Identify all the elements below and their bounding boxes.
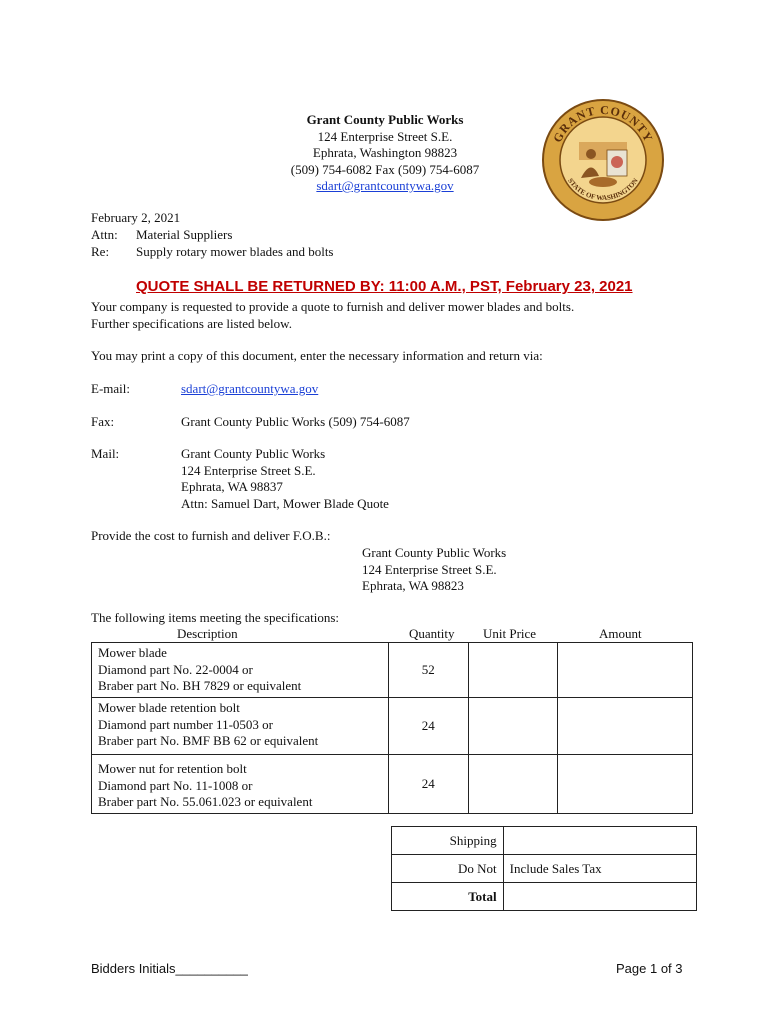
intro-line-3: You may print a copy of this document, enter the necessary information and return via: xyxy=(91,348,543,363)
email-label: E-mail: xyxy=(91,381,130,396)
total-cell[interactable] xyxy=(503,883,696,911)
fax-value: Grant County Public Works (509) 754-6087 xyxy=(181,414,410,429)
attn-value: Material Suppliers xyxy=(136,227,233,242)
mail-label: Mail: xyxy=(91,446,120,461)
letter-date: February 2, 2021 xyxy=(91,210,181,225)
fob-address xyxy=(362,545,506,595)
items-intro: The following items meeting the specifications: xyxy=(91,610,340,625)
mail-line: Attn: Samuel Dart, Mower Blade Quote xyxy=(181,495,389,511)
header-description: Description xyxy=(177,626,238,641)
header-quantity: Quantity xyxy=(409,626,455,641)
re-value: Supply rotary mower blades and bolts xyxy=(136,244,334,259)
item-quantity: 24 xyxy=(388,755,468,814)
org-email-link[interactable]: sdart@grantcountywa.gov xyxy=(316,178,454,193)
item-description: Mower nut for retention bolt Diamond part No. 11-1008 or Braber part No. 55.061.023 or equivalent xyxy=(92,755,389,814)
total-label: Total xyxy=(392,883,504,911)
items-table xyxy=(91,642,693,814)
mail-line: Ephrata, WA 98837 xyxy=(181,479,283,494)
bidders-initials: Bidders Initials__________ xyxy=(91,961,248,976)
item-quantity: 24 xyxy=(388,698,468,755)
table-row xyxy=(392,827,697,855)
shipping-cell[interactable] xyxy=(503,827,696,855)
seal-top-text: GRANT COUNTY xyxy=(550,102,656,145)
intro-line-2: Further specifications are listed below. xyxy=(91,316,292,331)
org-name: Grant County Public Works xyxy=(306,112,464,127)
item-quantity: 52 xyxy=(388,643,468,698)
unit-price-cell[interactable] xyxy=(468,698,558,755)
table-row xyxy=(92,755,693,814)
fob-line: 124 Enterprise Street S.E. xyxy=(362,561,497,577)
fob-line: Ephrata, WA 98823 xyxy=(362,578,464,593)
shipping-label: Shipping xyxy=(392,827,504,855)
item-description: Mower blade Diamond part No. 22-0004 or Braber part No. BH 7829 or equivalent xyxy=(92,643,389,698)
tax-note: Include Sales Tax xyxy=(503,855,696,883)
table-row xyxy=(92,643,693,698)
county-seal-icon xyxy=(541,98,665,222)
header-unit-price: Unit Price xyxy=(483,626,537,641)
unit-price-cell[interactable] xyxy=(468,643,558,698)
seal-bottom-text: STATE OF WASHINGTON xyxy=(566,176,640,203)
item-description: Mower blade retention bolt Diamond part number 11-0503 or Braber part No. BMF BB 62 or equivalent xyxy=(92,698,389,755)
org-phone-fax: (509) 754-6082 Fax (509) 754-6087 xyxy=(290,161,480,177)
totals-table xyxy=(391,826,697,911)
amount-cell[interactable] xyxy=(558,755,693,814)
org-city: Ephrata, Washington 98823 xyxy=(312,145,458,160)
unit-price-cell[interactable] xyxy=(468,755,558,814)
mail-line: Grant County Public Works xyxy=(181,446,326,461)
fob-line: Grant County Public Works xyxy=(362,545,507,560)
attn-label: Attn: xyxy=(91,227,118,242)
mail-address xyxy=(181,446,389,512)
header-amount: Amount xyxy=(599,626,642,641)
letterhead xyxy=(240,112,530,195)
mail-line: 124 Enterprise Street S.E. xyxy=(181,462,316,478)
re-label: Re: xyxy=(91,244,110,259)
amount-cell[interactable] xyxy=(558,698,693,755)
table-row xyxy=(392,855,697,883)
org-address: 124 Enterprise Street S.E. xyxy=(317,128,453,144)
intro-line-1: Your company is requested to provide a quote to furnish and deliver mower blades and bolts. xyxy=(91,299,575,314)
fob-intro: Provide the cost to furnish and deliver F.O.B.: xyxy=(91,528,331,543)
quote-deadline-heading: QUOTE SHALL BE RETURNED BY: 11:00 A.M., PST, February 23, 2021 xyxy=(136,278,633,295)
tax-label: Do Not xyxy=(392,855,504,883)
fax-label: Fax: xyxy=(91,414,115,429)
return-email-link[interactable]: sdart@grantcountywa.gov xyxy=(181,381,319,396)
amount-cell[interactable] xyxy=(558,643,693,698)
table-row xyxy=(92,698,693,755)
table-row xyxy=(392,883,697,911)
page-number: Page 1 of 3 xyxy=(616,961,683,976)
